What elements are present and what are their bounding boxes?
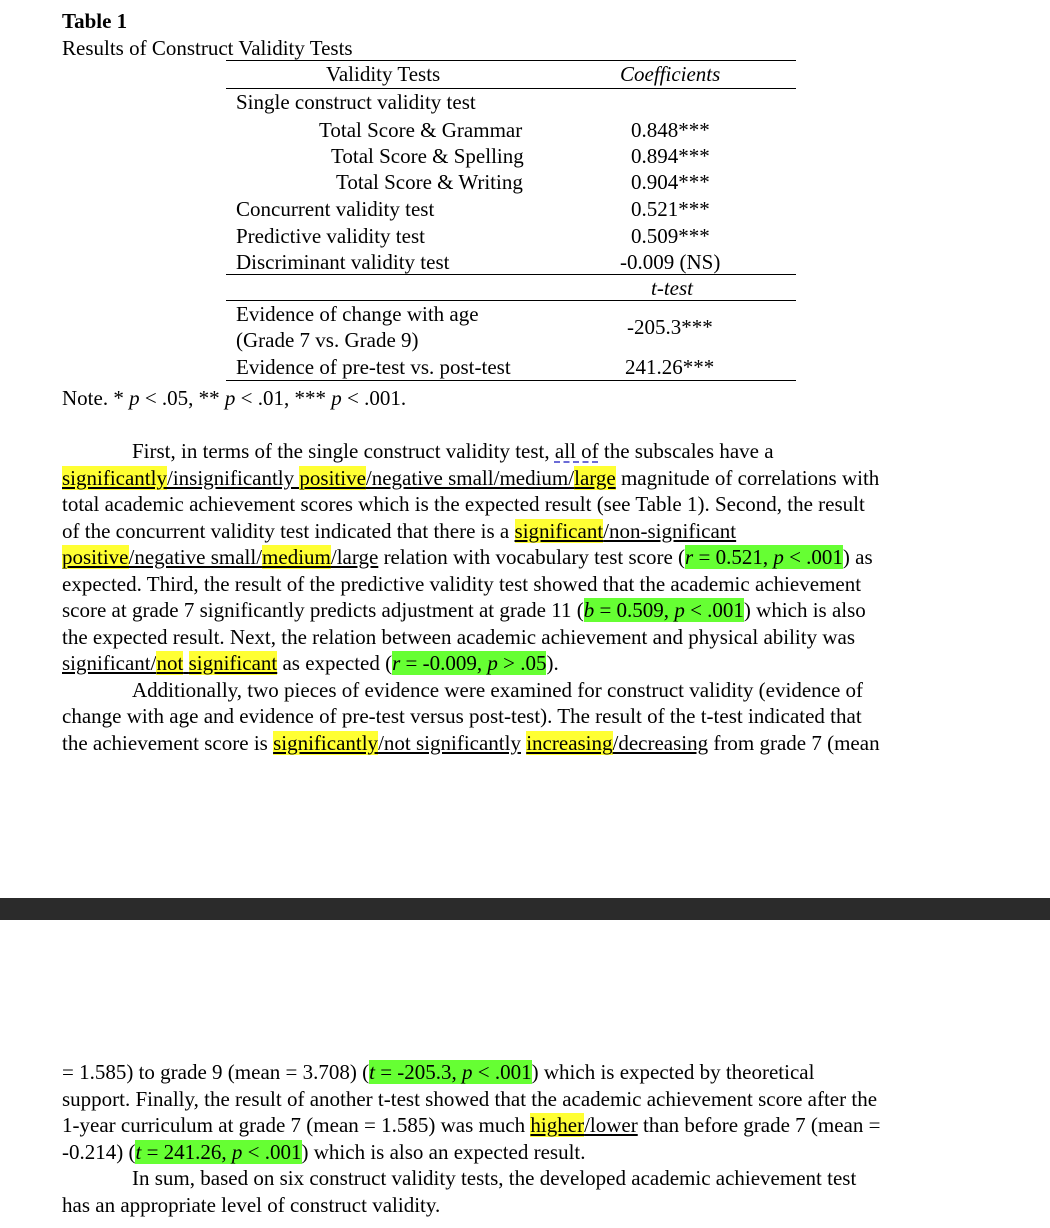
column-header-coefficients: Coefficients (620, 62, 721, 86)
table-row-label: Single construct validity test (236, 90, 476, 114)
table-row-label: Evidence of pre-test vs. post-test (236, 355, 511, 379)
paragraph-continued: = 1.585) to grade 9 (mean = 3.708) (t = -205.3, p < .001) which is expected by theoretical support. Finally, the result of another t-test showed that the academic achievement score after the 1-year curriculum at grade 7 (mean = 1.585) was much higher/lower than before grade 7 (mean = -0.214) (t = 241.26, p < .001) which is also an expected result. In sum, based on six construct validity tests, the developed academic achievement test has an appropriate level of construct validity. (62, 1060, 881, 1217)
paragraph-results: First, in terms of the single construct validity test, all of the subscales have a significantly/insignificantly positive/negative small/medium/large magnitude of correlations with total academic achievement scores which is the expected result (see Table 1). Second, the result of the concurrent validity test indicated that there is a significant/non-significant positive/negative small/medium/large relation with vocabulary test score (r = 0.521, p < .001) as expected. Third, the result of the predictive validity test showed that the academic achievement score at grade 7 significantly predicts adjustment at grade 11 (b = 0.509, p < .001) which is also the expected result. Next, the relation between academic achievement and physical ability was significant/not significant as expected (r = -0.009, p > .05). Additionally, two pieces of evidence were examined for construct validity (evidence of change with age and evidence of pre-test versus post-test). The result of the t-test indicated that the achievement score is significantly/not significantly increasing/decreasing from grade 7 (mean (62, 439, 880, 755)
table-note: Note. * p < .05, ** p < .01, *** p < .001. (62, 386, 407, 410)
table-row-value: -205.3*** (627, 315, 713, 339)
table-row-value: 0.848*** (631, 118, 710, 142)
table-row-value: 0.904*** (631, 170, 710, 194)
table-row-label: Total Score & Grammar (319, 118, 523, 142)
page-divider (0, 898, 1050, 920)
table-row-value: 241.26*** (625, 355, 715, 379)
table-title: Results of Construct Validity Tests (62, 36, 353, 60)
table-row-label: (Grade 7 vs. Grade 9) (236, 328, 419, 352)
column-header-tests: Validity Tests (326, 62, 441, 86)
table-row-label: Concurrent validity test (236, 197, 435, 221)
table-row-value: 0.509*** (631, 224, 710, 248)
table-row-value: 0.894*** (631, 144, 710, 168)
table-label: Table 1 (62, 9, 128, 33)
table-row-label: Total Score & Spelling (331, 144, 524, 168)
ttest-header: t-test (651, 276, 693, 300)
table-row-label: Discriminant validity test (236, 250, 450, 274)
table-row-value: 0.521*** (631, 197, 710, 221)
table-row-value: -0.009 (NS) (620, 250, 721, 274)
document-page-bottom (0, 920, 1050, 1228)
table-bottom-rule (226, 380, 796, 381)
grammar-flag: all of (554, 439, 599, 463)
table-row-label: Total Score & Writing (336, 170, 523, 194)
table-row-label: Evidence of change with age (236, 302, 479, 326)
table-row-label: Predictive validity test (236, 224, 425, 248)
